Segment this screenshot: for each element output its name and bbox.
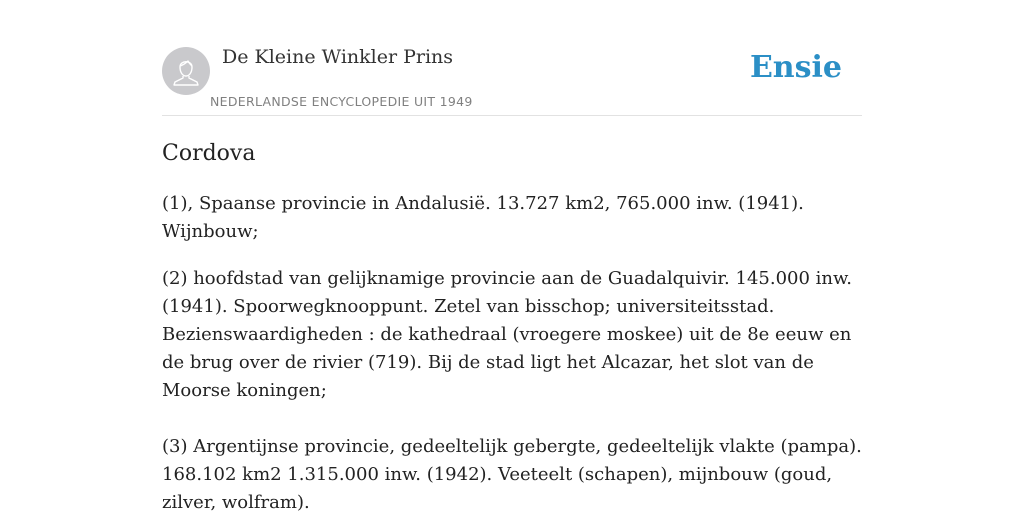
site-header <box>162 0 862 116</box>
brand-logo[interactable]: Ensie <box>749 50 842 85</box>
user-outline-icon <box>162 47 210 95</box>
article <box>162 138 862 512</box>
article-paragraph-2: (2) hoofdstad van gelijknamige provincie aan de Guadalquivir. 145.000 inw. (1941). Spoorwegknooppunt. Zetel van bisschop; universiteitsstad. Bezienswaardigheden : de kathedraal (vroegere moskee) uit de 8e eeuw en de brug over de rivier (719). Bij de stad ligt het Alcazar, het slot van de Moorse koningen; <box>162 268 853 401</box>
author-avatar[interactable] <box>162 47 210 95</box>
article-title: Cordova <box>162 141 256 166</box>
author-subtitle: NEDERLANDSE ENCYCLOPEDIE UIT 1949 <box>210 94 473 109</box>
author-name[interactable]: De Kleine Winkler Prins <box>222 46 454 68</box>
article-paragraph-3: (3) Argentijnse provincie, gedeeltelijk gebergte, gedeeltelijk vlakte (pampa). 168.102 km2 1.315.000 inw. (1942). Veeteelt (schapen), mijnbouw (goud, zilver, wolfram). <box>162 436 862 512</box>
article-paragraph-1: (1), Spaanse provincie in Andalusië. 13.727 km2, 765.000 inw. (1941). Wijnbouw; <box>162 193 804 242</box>
